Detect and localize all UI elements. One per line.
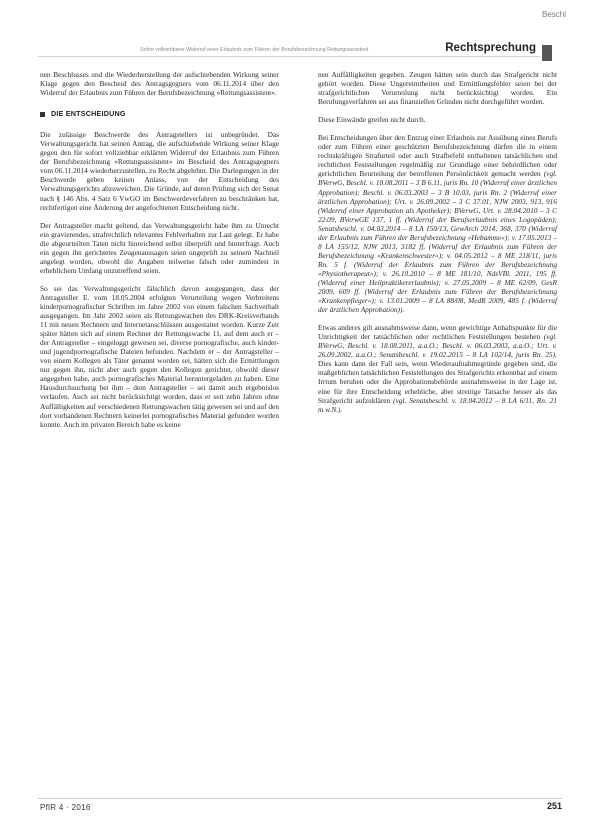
paragraph: So sei das Verwaltungsgericht fälschlich davon ausgegangen, dass der Antragsteller E. vom 18.05.2004 erfolgten Verurteilung wegen Verbreitens kinderpornografischer Schriften im Jahre 2002 von einem falschen Sachverhalt ausgegangen. Im Jahr 2002 seien als Rettungswachen des DRK-Kreisverbands 11 mit neuen Rechnern und Internetanschlüssen ausgestattet worden. Kurze Zeit später hätten sich auf einem Rechner der Rettungswache 11, auf dem auch er – der Antragsteller – eingeloggt gewesen sei, diverse pornografische, auch kinder- und jugendpornografische Dateien befunden. Nachdem er – der Antragsteller – von einem Kollegen als Täter genannt worden sei, hätten sich die Ermittlungen nur gegen ihn, nicht aber auch gegen den Kollegen gerichtet, obwohl dieser angegeben habe, auch pornografisches Material heruntergeladen zu haben. Eine Hausdurchsuchung bei ihm – dem Antragsteller – sei damit auch ergebnislos verlaufen. Auch sei nicht berücksichtigt worden, dass er seit zehn Jahren ohne Auffälligkeiten auf verschiedenen Rettungswachen tätig gewesen sei und auf den dort vorhandenen Rechnern keinerlei pornografisches Material gefunden worden konnte. Auch im privaten Bereich habe es keine: [40, 283, 279, 429]
header-rule: [38, 56, 540, 57]
citation: (vgl. BVerwG, Beschl. v. 18.08.2011, a.a.O.; Beschl. v. 06.03.2003, a.a.O.; Urt. v. 26.09.2002, a.a.O.; Senatsbeschl. v. 19.02.2015 – 8 LA 102/14, juris Rn. 25).: [318, 332, 558, 360]
page-header: [0, 0, 600, 64]
paragraph: Der Antragsteller macht geltend, das Verwaltungsgericht habe ihm zu Unrecht ein gravierendes, strafrechtlich relevantes Fehlverhalten zur Last gelegt. Er habe die abgeurteilten Taten nicht hinreichend selbst überprüft und hinterfragt. Auch ein gegen ihn gerichtetes Zeugenaussagen seien ungeprüft zu seinem Nachteil angelegt worden, obwohl die Angaben teilweise falsch oder zumindest in erheblichem Umfang unzutreffend seien.: [40, 220, 279, 275]
paragraph: [318, 133, 557, 314]
citation: (vgl. BVerwG, Beschl. v. 18.08.2011 – 3 B 6.11, juris Rn. 10 (Widerruf einer ärztlichen Approbation); Beschl. v. 06.03.2003 – 3 B 10.03, juris Rn. 2 (Widerruf einer ärztlichen Approbation); Urt. v. 26.09.2002 – 3 C 37.01, NJW 2003, 913, 916 (Widerruf einer Approbation als Apotheker); BVerwG, Urt. v. 28.04.2010 – 3 C 22.09, BVerwGE 137, 1 ff. (Widerruf der Berufserlaubnis eines Logopäden); Senatsbeschl. v. 04.03.2014 – 8 LA 150/13, GewArch 2014, 368, 370 (Widerruf der Erlaubnis zum Führen der Berufsbezeichnung »Hebamme«); v. 17.05.2013 – 8 LA 155/12, NJW 2013, 3182 ff. (Widerruf der Erlaubnis zum Führen der Berufsbezeichnung »Krankenschwester«); v. 04.05.2012 – 8 ME 218/11, juris Rn. 5 f. (Widerruf der Erlaubnis zum Führen der Berufsbezeichnung »Physiotherapeut«); v. 26.10.2010 – 8 ME 181/10, NdsVBl. 2011, 195 ff. (Widerruf einer Heilpraktikererlaubnis); v. 27.05.2009 – 8 ME 62/09, GesR 2009, 609 ff. (Widerruf der Erlaubnis zum Führen der Berufsbezeichnung »Krankenpfleger«); v. 13.01.2009 – 8 LA 88/08, MedR 2009, 485 f. (Widerruf der ärztlichen Approbation)).: [318, 169, 558, 315]
running-head-ref: Beschl: [541, 10, 566, 19]
paragraph: nen Auffälligkeiten gegeben. Zeugen hätten sein durch das Strafgericht nicht gehört worden. Diese Ungereimtheiten und Ermittlungsfehler seien bei der strafgerichtlichen Verurteilung nicht berücksichtigt worden. Ein Berufungsverfahren sei aus finanziellen Gründen nicht durchgeführt worden.: [318, 70, 557, 107]
paragraph: Diese Einwände greifen nicht durch.: [318, 115, 426, 125]
citation: (vgl. Senatsbeschl. v. 18.04.2012 – 8 LA 6/11, Rn. 21 m.w.N.).: [318, 395, 557, 414]
paragraph: [318, 323, 557, 413]
right-column: [318, 70, 557, 423]
journal-issue: PflR 4 · 2016: [40, 803, 91, 812]
paragraph: nen Beschlusses und die Wiederherstellung der aufschiebenden Wirkung seiner Klage gegen den Bescheid des Antragsgegners vom 06.11.2014 über den Widerruf der Erlaubnis zum Führen der Berufsbezeichnung »Rettungsassistent«.: [40, 70, 279, 98]
section-label: Rechtsprechung: [445, 42, 536, 54]
section-heading-text: DIE ENTSCHEIDUNG: [51, 109, 126, 119]
paragraph: Die zulässige Beschwerde des Antragstellers ist unbegründet. Das Verwaltungsgericht hat seinen Antrag, die aufschiebende Wirkung seiner Klage gegen den für sofort vollziehbar erklärten Widerruf der Erlaubnis zum Führen der Berufsbezeichnung »Rettungsassistent« im Bescheid des Antragsgegners vom 06.11.2014 wiederherzustellen, zu Recht abgelehnt. Die Darlegungen in der Beschwerde geben keinen Anlass, von der Entscheidung des Verwaltungsgerichts abzuweichen. Die Gründe, auf deren Prüfung sich der Senat nach § 146 Abs. 4 Satz 6 VwGO im Beschwerdeverfahren zu beschränken hat, rechtfertigen eine Änderung der angefochtenen Entscheidung nicht.: [40, 130, 279, 212]
paragraph-text: Bei Entscheidungen über den Entzug einer Erlaubnis zur Ausübung eines Berufs oder zum Führen einer geschützten Berufsbezeichnung dürfen die in einem rechtskräftigen Strafurteil oder auch Strafbefehl enthaltenen tatsächlichen und rechtlichen Feststellungen regelmäßig zur Grundlage einer behördlichen oder gerichtlichen Beurteilung der betroffenen Persönlichkeit gemacht werden: [318, 133, 557, 179]
page-footer: [38, 798, 562, 818]
page-number: 251: [546, 801, 562, 811]
square-bullet-icon: [40, 112, 45, 117]
section-tab-marker: [542, 45, 552, 61]
section-heading: [40, 109, 279, 118]
left-column: [40, 70, 279, 438]
footer-rule: [38, 798, 562, 799]
running-head-title: Sofort vollziehbarer Widerruf einer Erlaubnis zum Führen der Berufsbezeichnung Rettungsassistent: [140, 47, 369, 53]
paragraph-text: Etwas anderes gilt ausnahmsweise dann, wenn gewichtige Anhaltspunkte für die Unrichtigkeit der tatsächlichen oder rechtlichen Feststellungen bestehen: [318, 323, 557, 342]
paragraph-text: Dies kann dann der Fall sein, wenn Wiederaufnahmegründe gegeben sind, die maßgeblichen tatsächlichen Feststellungen des Strafgerichts erkennbar auf einem Irrtum beruhen oder die Approbationsbehörde ausnahmsweise in der Lage ist, eine für ihre Entscheidung erhebliche, aber streitige Tatsache besser als das Strafgericht aufzuklären: [318, 359, 557, 405]
